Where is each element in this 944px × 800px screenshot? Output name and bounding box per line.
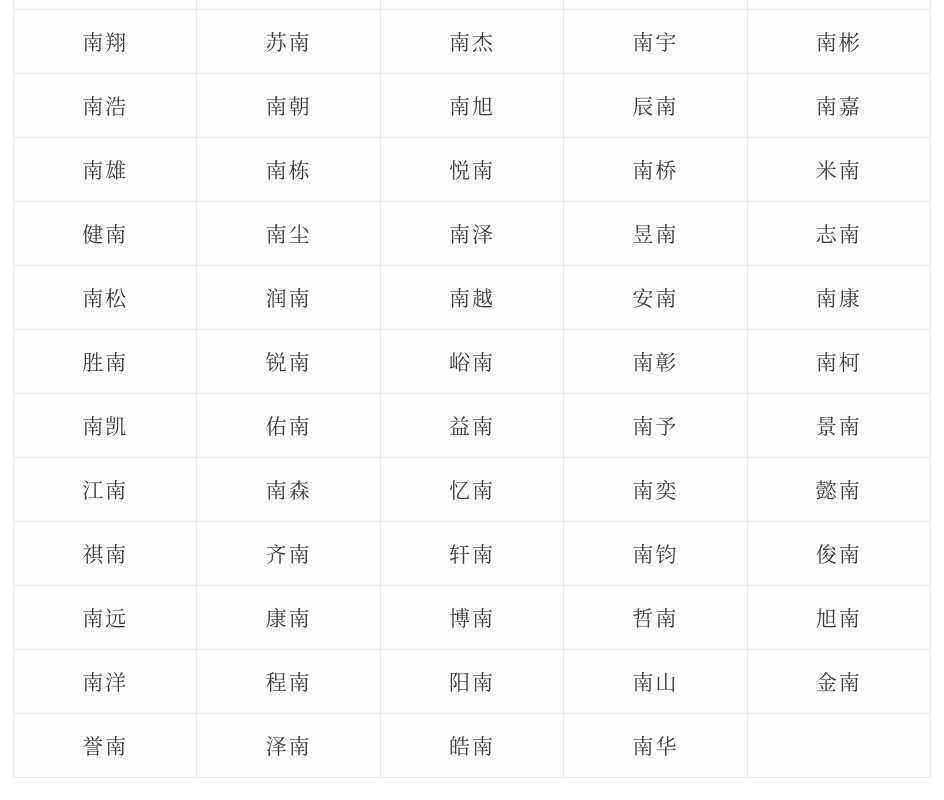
empty-cell — [747, 714, 930, 778]
name-cell: 江南 — [14, 458, 197, 522]
name-cell: 昱南 — [564, 202, 747, 266]
name-cell: 南越 — [380, 266, 563, 330]
table-row — [14, 266, 931, 330]
name-cell: 泽南 — [197, 714, 380, 778]
name-cell: 南雄 — [14, 138, 197, 202]
name-cell: 南凯 — [14, 394, 197, 458]
partial-cell — [564, 0, 747, 10]
name-cell: 南泽 — [380, 202, 563, 266]
name-cell: 祺南 — [14, 522, 197, 586]
name-cell: 南栋 — [197, 138, 380, 202]
table-row — [14, 330, 931, 394]
name-cell: 润南 — [197, 266, 380, 330]
name-cell: 南杰 — [380, 10, 563, 74]
name-cell: 誉南 — [14, 714, 197, 778]
table-row — [14, 522, 931, 586]
name-cell: 皓南 — [380, 714, 563, 778]
name-cell: 南华 — [564, 714, 747, 778]
name-cell: 南奕 — [564, 458, 747, 522]
name-cell: 锐南 — [197, 330, 380, 394]
partial-cell — [380, 0, 563, 10]
name-cell: 康南 — [197, 586, 380, 650]
table-row — [14, 714, 931, 778]
table-row — [14, 138, 931, 202]
name-cell: 安南 — [564, 266, 747, 330]
name-cell: 南予 — [564, 394, 747, 458]
name-cell: 南钧 — [564, 522, 747, 586]
name-cell: 南尘 — [197, 202, 380, 266]
name-cell: 南浩 — [14, 74, 197, 138]
name-cell: 金南 — [747, 650, 930, 714]
name-cell: 程南 — [197, 650, 380, 714]
name-cell: 南朝 — [197, 74, 380, 138]
name-cell: 南远 — [14, 586, 197, 650]
name-cell: 辰南 — [564, 74, 747, 138]
name-cell: 忆南 — [380, 458, 563, 522]
partial-cell — [14, 0, 197, 10]
name-cell: 南嘉 — [747, 74, 930, 138]
name-cell: 南柯 — [747, 330, 930, 394]
table-row — [14, 10, 931, 74]
name-cell: 旭南 — [747, 586, 930, 650]
name-cell: 南翔 — [14, 10, 197, 74]
name-cell: 米南 — [747, 138, 930, 202]
table-row-partial — [14, 0, 931, 10]
name-cell: 懿南 — [747, 458, 930, 522]
name-cell: 峪南 — [380, 330, 563, 394]
name-cell: 南旭 — [380, 74, 563, 138]
name-cell: 哲南 — [564, 586, 747, 650]
name-cell: 景南 — [747, 394, 930, 458]
name-cell: 南彰 — [564, 330, 747, 394]
table-row — [14, 394, 931, 458]
table-row — [14, 650, 931, 714]
name-grid — [13, 0, 931, 778]
name-cell: 轩南 — [380, 522, 563, 586]
name-cell: 佑南 — [197, 394, 380, 458]
name-cell: 南松 — [14, 266, 197, 330]
name-cell: 俊南 — [747, 522, 930, 586]
name-cell: 益南 — [380, 394, 563, 458]
name-cell: 苏南 — [197, 10, 380, 74]
table-row — [14, 74, 931, 138]
name-cell: 南桥 — [564, 138, 747, 202]
name-cell: 博南 — [380, 586, 563, 650]
name-cell: 南山 — [564, 650, 747, 714]
table-row — [14, 458, 931, 522]
name-cell: 齐南 — [197, 522, 380, 586]
table-row — [14, 202, 931, 266]
name-cell: 志南 — [747, 202, 930, 266]
partial-cell — [747, 0, 930, 10]
name-cell: 阳南 — [380, 650, 563, 714]
partial-cell — [197, 0, 380, 10]
name-cell: 南康 — [747, 266, 930, 330]
name-cell: 健南 — [14, 202, 197, 266]
name-cell: 南彬 — [747, 10, 930, 74]
name-cell: 南森 — [197, 458, 380, 522]
name-cell: 悦南 — [380, 138, 563, 202]
name-cell: 南洋 — [14, 650, 197, 714]
name-cell: 胜南 — [14, 330, 197, 394]
table-row — [14, 586, 931, 650]
name-cell: 南宇 — [564, 10, 747, 74]
